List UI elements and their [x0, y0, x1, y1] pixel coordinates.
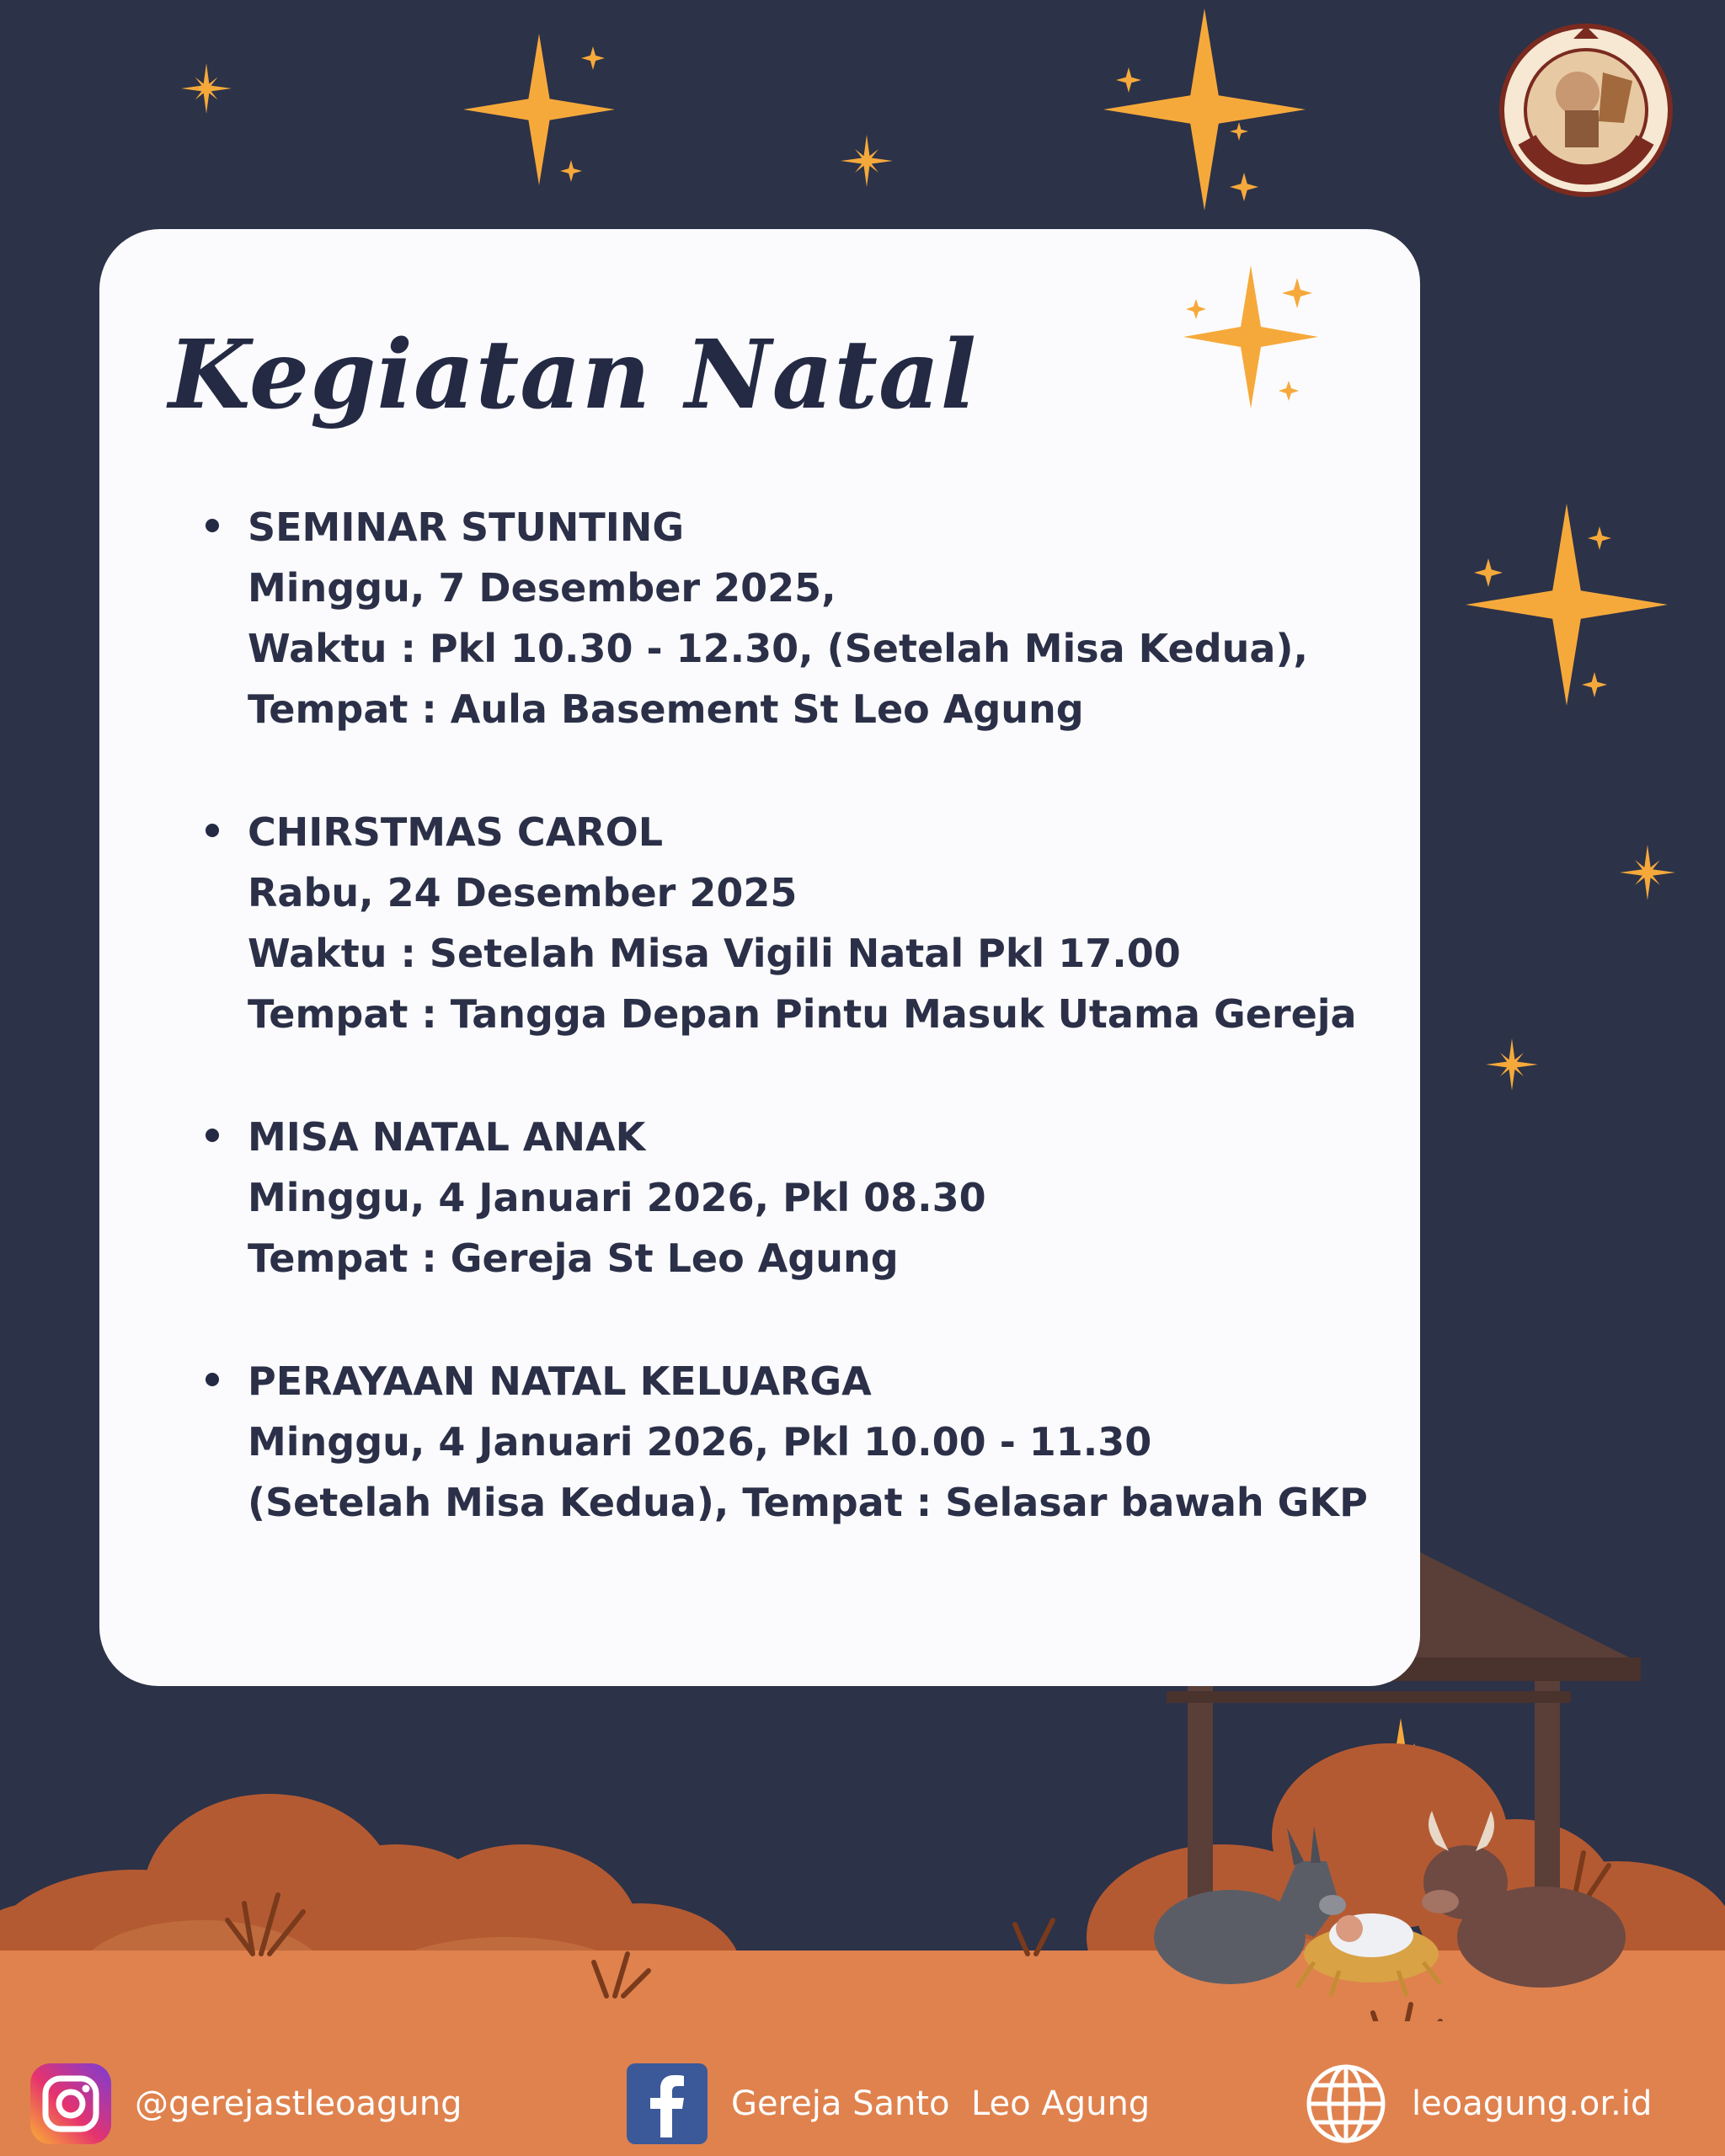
event-date: Rabu, 24 Desember 2025 [248, 870, 798, 915]
event-place: Tempat : Aula Basement St Leo Agung [248, 686, 1084, 732]
instagram-handle: @gerejastleoagung [135, 2084, 462, 2123]
event-time: Waktu : Setelah Misa Vigili Natal Pkl 17.00 [248, 931, 1181, 976]
instagram-icon [30, 2063, 111, 2144]
event-place: Tempat : Tangga Depan Pintu Masuk Utama Gereja [248, 991, 1357, 1037]
event-item [202, 1107, 1398, 1289]
event-place: Tempat : Gereja St Leo Agung [248, 1235, 899, 1281]
event-place: (Setelah Misa Kedua), Tempat : Selasar bawah GKP [248, 1480, 1368, 1525]
event-item [202, 802, 1398, 1044]
event-list [202, 497, 1398, 1595]
event-title: CHIRSTMAS CAROL [248, 809, 664, 855]
event-date: Minggu, 7 Desember 2025, [248, 565, 836, 611]
event-item [202, 497, 1398, 739]
website-link[interactable] [1304, 2062, 1652, 2146]
event-time: Waktu : Pkl 10.30 - 12.30, (Setelah Misa Kedua), [248, 626, 1308, 671]
globe-icon [1304, 2062, 1388, 2146]
event-title: PERAYAAN NATAL KELUARGA [248, 1358, 872, 1404]
parish-logo [1498, 22, 1674, 199]
facebook-link[interactable] [627, 2062, 1150, 2146]
facebook-name: Gereja Santo Leo Agung [731, 2084, 1151, 2123]
event-date: Minggu, 4 Januari 2026, Pkl 10.00 - 11.30 [248, 1419, 1152, 1465]
event-item [202, 1351, 1398, 1533]
card-star-icon [1162, 253, 1348, 421]
website-url: leoagung.or.id [1412, 2084, 1653, 2123]
page-title: Kegiatan Natal [168, 320, 978, 430]
event-title: SEMINAR STUNTING [248, 504, 685, 550]
event-title: MISA NATAL ANAK [248, 1114, 646, 1160]
facebook-icon [627, 2063, 708, 2144]
event-date: Minggu, 4 Januari 2026, Pkl 08.30 [248, 1175, 986, 1220]
instagram-link[interactable] [30, 2062, 462, 2146]
